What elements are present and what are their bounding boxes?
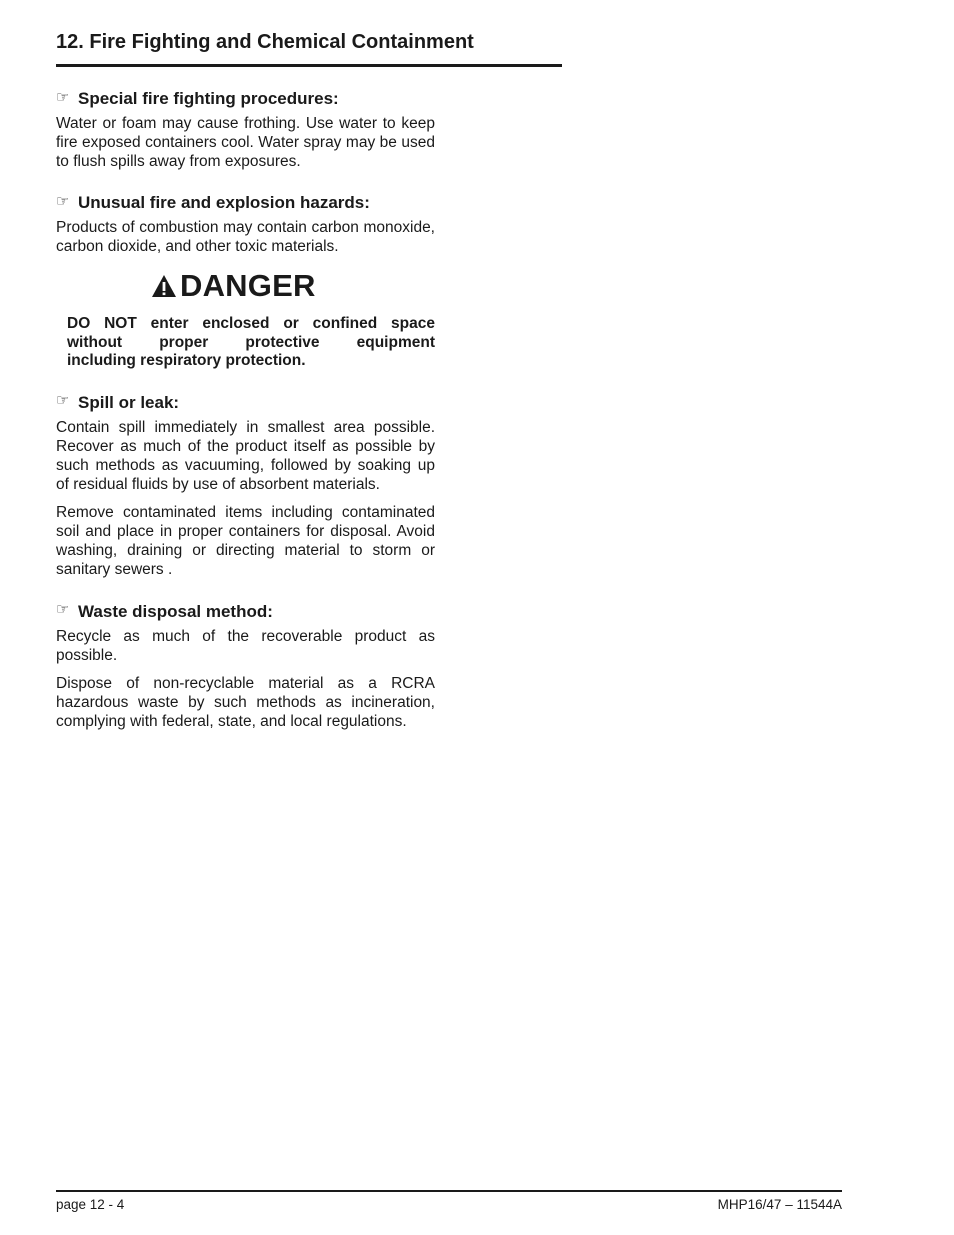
pointing-hand-icon: ☞ [56, 88, 70, 106]
pointing-hand-icon: ☞ [56, 601, 70, 618]
danger-line: DO NOT enter enclosed or confined space [67, 315, 435, 332]
section-waste-disposal [56, 601, 435, 731]
section-heading [56, 392, 435, 414]
section-heading-text: Waste disposal method: [78, 601, 273, 621]
section-paragraph: Recycle as much of the recoverable product as possible. [56, 627, 435, 664]
chapter-title-rule [56, 64, 562, 67]
section-heading [56, 88, 435, 110]
danger-title-text: DANGER [180, 268, 316, 303]
footer-rule [56, 1190, 842, 1192]
section-paragraph: Contain spill immediately in smallest area possible. Recover as much of the product itself as possible by such methods as vacuuming, followed by soaking up of residual fluids by use of absorbent materials. [56, 418, 435, 493]
section-unusual-hazards [56, 192, 435, 256]
danger-line: without proper protective equipment [67, 333, 435, 351]
section-heading-text: Unusual fire and explosion hazards: [78, 193, 370, 212]
pointing-hand-icon: ☞ [56, 392, 70, 409]
section-paragraph: Water or foam may cause frothing. Use water to keep fire exposed containers cool. Water spray may be used to flush spills away from exposures. [56, 115, 435, 170]
pointing-hand-icon: ☞ [56, 192, 70, 210]
section-paragraph: Dispose of non-recyclable material as a RCRA hazardous waste by such methods as incineration, complying with federal, state, and local regulations. [56, 674, 435, 730]
section-special-fire-fighting [56, 88, 435, 171]
danger-notice [56, 266, 435, 371]
danger-title [151, 266, 435, 306]
section-paragraph: Remove contaminated items including contaminated soil and place in proper containers for disposal. Avoid washing, draining or directing material to storm or sanitary sewers . [56, 503, 435, 578]
section-paragraph: Products of combustion may contain carbon monoxide, carbon dioxide, and other toxic materials. [56, 219, 435, 255]
content-column [56, 88, 435, 731]
section-heading-text: Special fire fighting procedures: [78, 89, 339, 108]
danger-message [67, 315, 435, 371]
page-number: page 12 - 4 [56, 1197, 125, 1212]
section-heading [56, 601, 435, 623]
section-spill-or-leak [56, 392, 435, 579]
section-heading [56, 192, 435, 214]
warning-triangle-icon [151, 274, 177, 298]
document-id: MHP16/47 – 11544A [717, 1197, 842, 1212]
chapter-title: 12. Fire Fighting and Chemical Containment [56, 31, 474, 53]
section-heading-text: Spill or leak: [78, 392, 180, 412]
danger-line: including respiratory protection. [67, 352, 306, 369]
